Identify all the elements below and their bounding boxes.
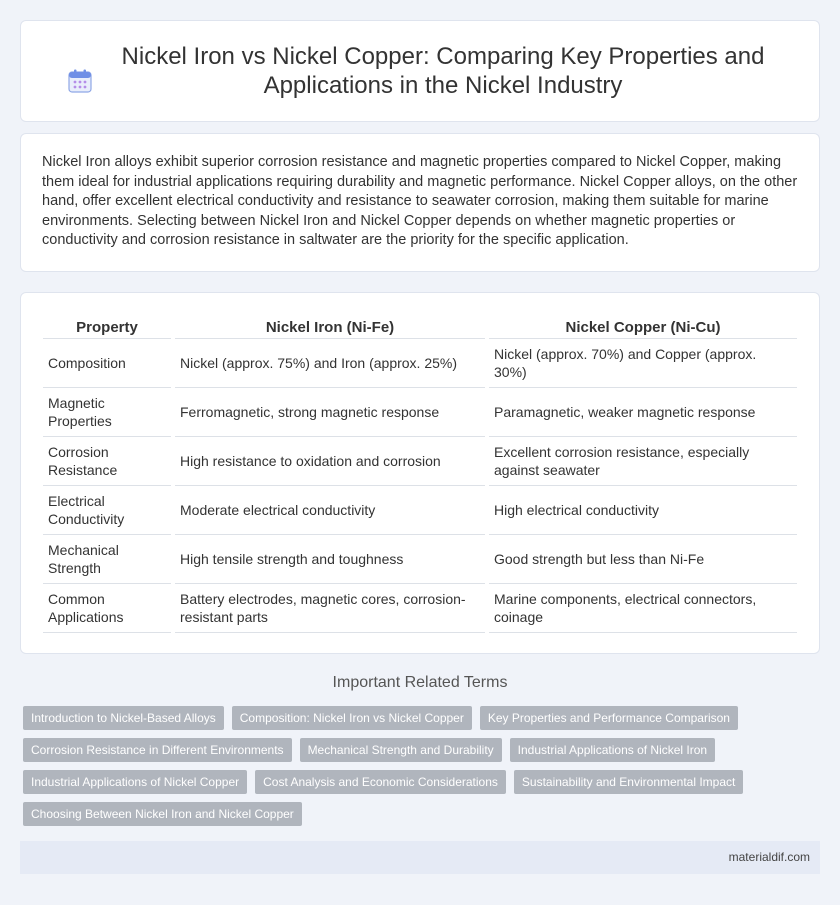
- tag-composition[interactable]: Composition: Nickel Iron vs Nickel Copper: [232, 706, 472, 730]
- table-row: [43, 486, 797, 535]
- row-nickel-iron: High tensile strength and toughness: [175, 535, 485, 584]
- table-row: [43, 339, 797, 388]
- tag-row: [23, 802, 823, 826]
- tag-applications-nickel-iron[interactable]: Industrial Applications of Nickel Iron: [510, 738, 715, 762]
- row-property: Magnetic Properties: [43, 388, 171, 437]
- tag-row: [23, 706, 823, 730]
- tag-mechanical-strength[interactable]: Mechanical Strength and Durability: [300, 738, 502, 762]
- row-nickel-copper: High electrical conductivity: [489, 486, 797, 535]
- comparison-table-card: [20, 292, 820, 654]
- tag-row: [23, 738, 823, 762]
- tag-row: [23, 770, 823, 794]
- tag-choosing-between[interactable]: Choosing Between Nickel Iron and Nickel Copper: [23, 802, 302, 826]
- tag-intro-nickel-alloys[interactable]: Introduction to Nickel-Based Alloys: [23, 706, 224, 730]
- related-terms-title: Important Related Terms: [332, 674, 508, 691]
- row-property: Corrosion Resistance: [43, 437, 171, 486]
- related-terms-tags: [23, 706, 823, 834]
- header-nickel-iron: Nickel Iron (Ni-Fe): [175, 311, 485, 339]
- row-nickel-iron: High resistance to oxidation and corrosion: [175, 437, 485, 486]
- row-nickel-copper: Marine components, electrical connectors, coinage: [489, 584, 797, 633]
- row-nickel-iron: Nickel (approx. 75%) and Iron (approx. 25%): [175, 339, 485, 388]
- row-nickel-iron: Ferromagnetic, strong magnetic response: [175, 388, 485, 437]
- table-row: [43, 535, 797, 584]
- header-property: Property: [43, 311, 171, 339]
- page-title: Nickel Iron vs Nickel Copper: Comparing Key Properties and Applications in the Nickel Industry: [121, 43, 765, 99]
- row-nickel-copper: Paramagnetic, weaker magnetic response: [489, 388, 797, 437]
- tag-cost-analysis[interactable]: Cost Analysis and Economic Considerations: [255, 770, 506, 794]
- summary-card: [20, 133, 820, 272]
- footer: [20, 841, 820, 874]
- header-card: [20, 20, 820, 122]
- row-nickel-copper: Good strength but less than Ni-Fe: [489, 535, 797, 584]
- comparison-table: [39, 311, 801, 633]
- table-row: [43, 388, 797, 437]
- tag-applications-nickel-copper[interactable]: Industrial Applications of Nickel Copper: [23, 770, 247, 794]
- row-property: Composition: [43, 339, 171, 388]
- row-nickel-copper: Excellent corrosion resistance, especially against seawater: [489, 437, 797, 486]
- table-row: [43, 437, 797, 486]
- row-nickel-copper: Nickel (approx. 70%) and Copper (approx. 30%): [489, 339, 797, 388]
- tag-key-properties[interactable]: Key Properties and Performance Comparison: [480, 706, 738, 730]
- tag-sustainability[interactable]: Sustainability and Environmental Impact: [514, 770, 743, 794]
- row-property: Electrical Conductivity: [43, 486, 171, 535]
- row-nickel-iron: Moderate electrical conductivity: [175, 486, 485, 535]
- summary-text: Nickel Iron alloys exhibit superior corrosion resistance and magnetic properties compared to Nickel Copper, making them ideal for industrial applications requiring durability and magnetic performance. Nickel Copper alloys, on the other hand, offer excellent electrical conductivity and resistance to seawater corrosion, making them suitable for marine environments. Selecting between Nickel Iron and Nickel Copper depends on whether magnetic properties or conductivity and corrosion resistance in saltwater are the priority for the specific application.: [42, 154, 798, 249]
- row-nickel-iron: Battery electrodes, magnetic cores, corrosion-resistant parts: [175, 584, 485, 633]
- table-row: [43, 584, 797, 633]
- row-property: Common Applications: [43, 584, 171, 633]
- footer-site-link[interactable]: materialdif.com: [728, 850, 810, 864]
- calendar-icon: [67, 68, 93, 94]
- tag-corrosion-resistance[interactable]: Corrosion Resistance in Different Environments: [23, 738, 292, 762]
- header-nickel-copper: Nickel Copper (Ni-Cu): [489, 311, 797, 339]
- row-property: Mechanical Strength: [43, 535, 171, 584]
- table-header-row: [43, 311, 797, 339]
